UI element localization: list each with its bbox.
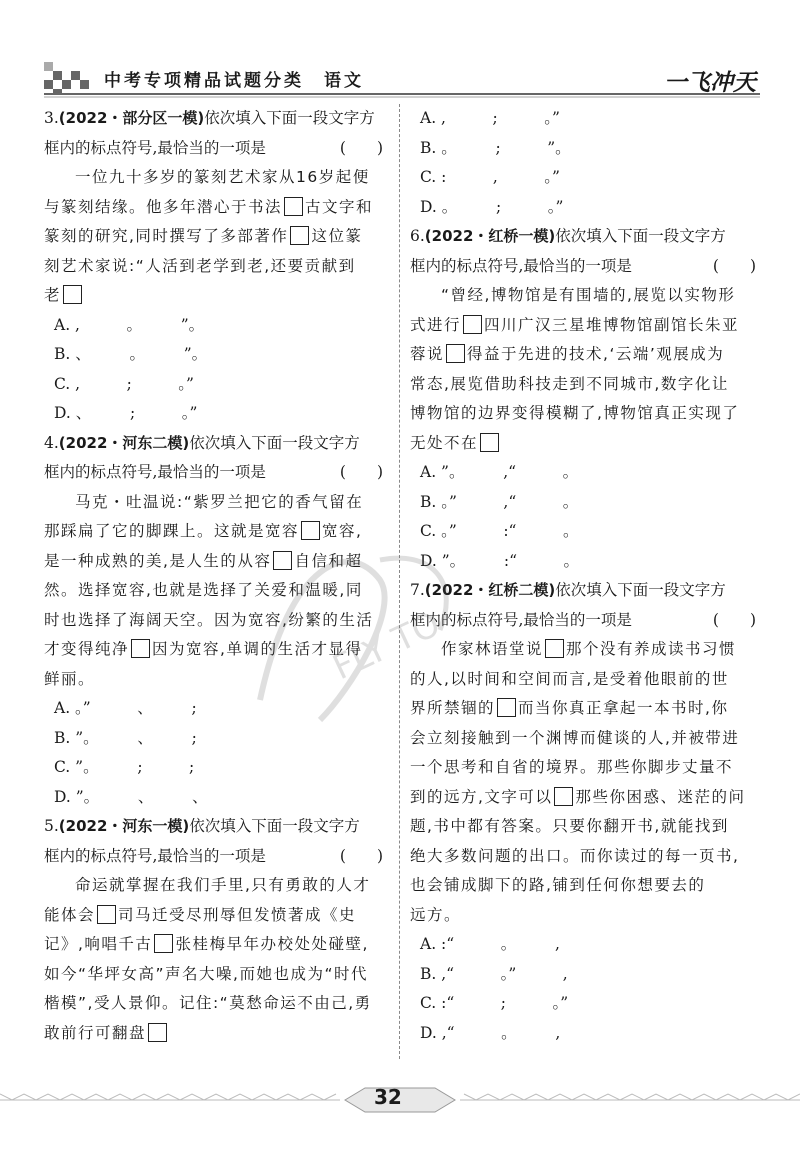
passage-line bbox=[44, 193, 389, 223]
passage-text: 宽容, bbox=[322, 522, 363, 540]
question-5-options bbox=[410, 104, 762, 222]
passage-text: 如今“华坪女高”声名大噪,而她也成为“时代 bbox=[44, 964, 369, 983]
passage-text: 题,书中都有答案。只要你翻开书,就能找到 bbox=[410, 817, 729, 835]
passage-text: 然。选择宽容,也就是选择了关爱和温暖,同 bbox=[44, 581, 363, 599]
question-header-line2 bbox=[410, 252, 762, 282]
passage-text: 那踩扁了它的脚踝上。这就是宽容 bbox=[44, 522, 300, 540]
question-7 bbox=[410, 576, 762, 1048]
option-d[interactable]: D. ”。 、 、 bbox=[54, 787, 208, 806]
passage-text: 蓉说 bbox=[410, 345, 445, 363]
question-4 bbox=[44, 429, 389, 813]
option-c[interactable]: C. ”。 ; ; bbox=[54, 758, 195, 776]
blank-box bbox=[97, 905, 116, 924]
passage-line bbox=[410, 724, 762, 754]
passage-text: 那个没有养成读书习惯 bbox=[566, 640, 737, 658]
passage-line bbox=[44, 252, 389, 282]
passage-line bbox=[410, 812, 762, 842]
passage-text: 刻艺术家说:“人活到老学到老,还要贡献到 bbox=[44, 256, 356, 275]
passage-line bbox=[44, 517, 389, 547]
passage-line bbox=[410, 635, 762, 665]
passage-line bbox=[410, 842, 762, 872]
passage-line bbox=[44, 930, 389, 960]
passage-text: 鲜丽。 bbox=[44, 669, 96, 688]
passage-text: 因为宽容,单调的生活才显得 bbox=[152, 640, 363, 658]
passage-text: 的人,以时间和空间而言,是受着他眼前的世 bbox=[410, 669, 729, 688]
passage-line bbox=[410, 783, 762, 813]
question-prompt: 框内的标点符号,最恰当的一项是 bbox=[410, 610, 632, 629]
question-header bbox=[44, 104, 389, 134]
passage-line bbox=[410, 694, 762, 724]
question-prompt: 框内的标点符号,最恰当的一项是 bbox=[410, 256, 632, 275]
question-source: (2022・河东二模) bbox=[58, 433, 190, 452]
question-header-line2 bbox=[44, 842, 389, 872]
passage-text: 时也选择了海阔天空。因为宽容,纷繁的生活 bbox=[44, 610, 374, 629]
passage-text: 式进行 bbox=[410, 315, 462, 334]
passage-line bbox=[410, 753, 762, 783]
question-5 bbox=[44, 812, 389, 1048]
question-source: (2022・部分区一模) bbox=[58, 109, 205, 127]
question-source: (2022・红桥一模) bbox=[424, 227, 556, 245]
option-d[interactable]: D. ,“ 。 , bbox=[420, 1023, 561, 1042]
passage-line bbox=[44, 576, 389, 606]
passage-line bbox=[44, 960, 389, 990]
passage-text: 才变得纯净 bbox=[44, 640, 130, 658]
question-6 bbox=[410, 222, 762, 576]
question-prompt: 依次填入下面一段文字方 bbox=[555, 227, 726, 245]
question-number: 3. bbox=[44, 109, 59, 127]
right-column bbox=[410, 104, 762, 1048]
option-b[interactable]: B. 。” ,“ 。 bbox=[420, 492, 579, 511]
question-header bbox=[410, 576, 762, 606]
options-list bbox=[410, 930, 762, 1048]
passage-text: 敢前行可翻盘 bbox=[44, 1023, 147, 1042]
series-title: 中考专项精品试题分类 语文 bbox=[104, 71, 364, 91]
blank-box bbox=[131, 639, 150, 658]
passage-text: 记》,响唱千古 bbox=[44, 935, 153, 953]
question-prompt: 框内的标点符号,最恰当的一项是 bbox=[44, 138, 266, 157]
blank-box bbox=[554, 787, 573, 806]
svg-text:FLY TO: FLY TO bbox=[326, 604, 447, 689]
passage-text: 这位篆 bbox=[311, 227, 363, 245]
passage-text: 自信和超 bbox=[294, 551, 363, 570]
question-source: (2022・红桥二模) bbox=[424, 581, 556, 599]
question-header-line2 bbox=[44, 458, 389, 488]
passage-text: 与篆刻结缘。他多年潜心于书法 bbox=[44, 197, 283, 216]
passage-text: 绝大多数问题的出口。而你读过的每一页书, bbox=[410, 846, 740, 865]
blank-box bbox=[273, 551, 292, 570]
passage-line bbox=[410, 311, 762, 341]
passage-text: 四川广汉三星堆博物馆副馆长朱亚 bbox=[484, 315, 740, 334]
question-prompt: 依次填入下面一段文字方 bbox=[204, 109, 375, 127]
answer-parenthesis: ( ) bbox=[339, 463, 383, 481]
passage-line bbox=[44, 871, 389, 901]
option-a[interactable]: A. ”。 ,“ 。 bbox=[420, 463, 579, 481]
passage-line bbox=[44, 163, 389, 193]
passage-text: 那些你困惑、迷茫的问 bbox=[575, 787, 746, 806]
blank-box bbox=[497, 698, 516, 717]
passage-text: 而当你真正拿起一本书时,你 bbox=[518, 699, 729, 717]
passage-text: 司马迁受尽刑辱但发愤著成《史 bbox=[118, 905, 357, 924]
passage-text: 也会铺成脚下的路,铺到任何你想要去的 bbox=[410, 876, 706, 894]
passage-line bbox=[44, 606, 389, 636]
passage-text: 无处不在 bbox=[410, 433, 479, 452]
passage-line bbox=[44, 281, 389, 311]
options-list bbox=[410, 458, 762, 576]
passage-text: 老 bbox=[44, 286, 62, 304]
passage-line bbox=[410, 429, 762, 459]
blank-box bbox=[463, 315, 482, 334]
passage-text: 远方。 bbox=[410, 905, 462, 924]
option-b[interactable]: B. 、 。 ”。 bbox=[54, 345, 208, 363]
passage-line bbox=[410, 871, 762, 901]
passage-line bbox=[44, 222, 389, 252]
options-list bbox=[44, 311, 389, 429]
answer-parenthesis: ( ) bbox=[712, 610, 756, 629]
passage-line bbox=[44, 901, 389, 931]
option-c[interactable]: C. , ; 。” bbox=[54, 374, 194, 393]
passage-text: 一个思考和自省的境界。那些你脚步丈量不 bbox=[410, 758, 734, 776]
answer-parenthesis: ( ) bbox=[339, 138, 383, 157]
blank-box bbox=[480, 433, 499, 452]
blank-box bbox=[545, 639, 564, 658]
option-d[interactable]: D. ”。 :“ 。 bbox=[420, 551, 580, 570]
question-header-line2 bbox=[44, 134, 389, 164]
option-b[interactable]: B. 。 ; ”。 bbox=[420, 138, 571, 157]
passage-text: 楷模”,受人景仰。记住:“莫愁命运不由己,勇 bbox=[44, 994, 372, 1012]
passage-text: 得益于先进的技术,‘云端’观展成为 bbox=[467, 345, 725, 363]
blank-box bbox=[63, 285, 82, 304]
passage-line bbox=[44, 635, 389, 665]
passage-line bbox=[410, 370, 762, 400]
column-divider bbox=[399, 104, 400, 1059]
question-prompt: 框内的标点符号,最恰当的一项是 bbox=[44, 463, 266, 481]
passage-text: 古文字和 bbox=[305, 197, 374, 216]
passage-line bbox=[410, 665, 762, 695]
left-column bbox=[44, 104, 389, 1048]
question-3 bbox=[44, 104, 389, 429]
option-a[interactable]: A. :“ 。 , bbox=[420, 935, 560, 953]
passage-text: “曾经,博物馆是有围墙的,展览以实物形 bbox=[441, 286, 736, 304]
page-number: 32 bbox=[374, 1085, 402, 1109]
option-a[interactable]: A. 。” 、 ; bbox=[54, 699, 197, 717]
passage-text: 到的远方,文字可以 bbox=[410, 787, 553, 806]
passage-line bbox=[44, 1019, 389, 1049]
brand-logo: 一飞冲天 bbox=[664, 70, 756, 96]
passage-line bbox=[410, 399, 762, 429]
question-header bbox=[410, 222, 762, 252]
passage-text: 马克・吐温说:“紫罗兰把它的香气留在 bbox=[75, 492, 364, 511]
question-prompt: 依次填入下面一段文字方 bbox=[189, 817, 360, 835]
blank-box bbox=[148, 1023, 167, 1042]
passage-line bbox=[44, 547, 389, 577]
question-header bbox=[44, 812, 389, 842]
passage-line bbox=[44, 488, 389, 518]
passage-text: 博物馆的边界变得模糊了,博物馆真正实现了 bbox=[410, 404, 740, 422]
checker-decoration bbox=[44, 62, 89, 93]
blank-box bbox=[154, 934, 173, 953]
option-d[interactable]: D. 。 ; 。” bbox=[420, 197, 564, 216]
passage-text: 篆刻的研究,同时撰写了多部著作 bbox=[44, 227, 289, 245]
question-number: 7. bbox=[410, 581, 425, 599]
question-prompt: 依次填入下面一段文字方 bbox=[555, 581, 726, 599]
blank-box bbox=[301, 521, 320, 540]
question-header-line2 bbox=[410, 606, 762, 636]
option-c[interactable]: C. 。” :“ 。 bbox=[420, 522, 579, 540]
option-b[interactable]: B. ,“ 。” , bbox=[420, 964, 568, 983]
passage-line bbox=[410, 901, 762, 931]
question-prompt: 框内的标点符号,最恰当的一项是 bbox=[44, 846, 266, 865]
passage-text: 能体会 bbox=[44, 905, 96, 924]
passage-line bbox=[44, 989, 389, 1019]
passage-text: 张桂梅早年办校处处碰壁, bbox=[175, 935, 369, 953]
option-a[interactable]: A. , 。 ”。 bbox=[54, 315, 205, 334]
passage-text: 会立刻接触到一个渊博而健谈的人,并被带进 bbox=[410, 728, 740, 747]
passage-text: 是一种成熟的美,是人生的从容 bbox=[44, 551, 272, 570]
blank-box bbox=[446, 344, 465, 363]
passage-text: 命运就掌握在我们手里,只有勇敢的人才 bbox=[75, 876, 371, 894]
passage-text: 作家林语堂说 bbox=[441, 640, 544, 658]
passage-text: 常态,展览借助科技走到不同城市,数字化让 bbox=[410, 374, 729, 393]
option-a[interactable]: A. , ; 。” bbox=[420, 109, 560, 127]
blank-box bbox=[290, 226, 309, 245]
question-number: 4. bbox=[44, 433, 59, 452]
question-source: (2022・河东一模) bbox=[58, 817, 190, 835]
question-number: 5. bbox=[44, 817, 59, 835]
answer-parenthesis: ( ) bbox=[712, 256, 756, 275]
passage-line bbox=[44, 665, 389, 695]
question-prompt: 依次填入下面一段文字方 bbox=[189, 433, 360, 452]
passage-text: 一位九十多岁的篆刻艺术家从16岁起便 bbox=[75, 168, 370, 186]
options-list bbox=[44, 694, 389, 812]
option-b[interactable]: B. ”。 、 ; bbox=[54, 728, 197, 747]
option-c[interactable]: C. : , 。” bbox=[420, 168, 560, 186]
question-number: 6. bbox=[410, 227, 425, 245]
option-c[interactable]: C. :“ ; 。” bbox=[420, 994, 569, 1012]
passage-text: 界所禁锢的 bbox=[410, 699, 496, 717]
passage-line bbox=[410, 281, 762, 311]
option-d[interactable]: D. 、 ; 。” bbox=[54, 404, 198, 422]
blank-box bbox=[284, 197, 303, 216]
passage-line bbox=[410, 340, 762, 370]
answer-parenthesis: ( ) bbox=[339, 846, 383, 865]
question-header bbox=[44, 429, 389, 459]
